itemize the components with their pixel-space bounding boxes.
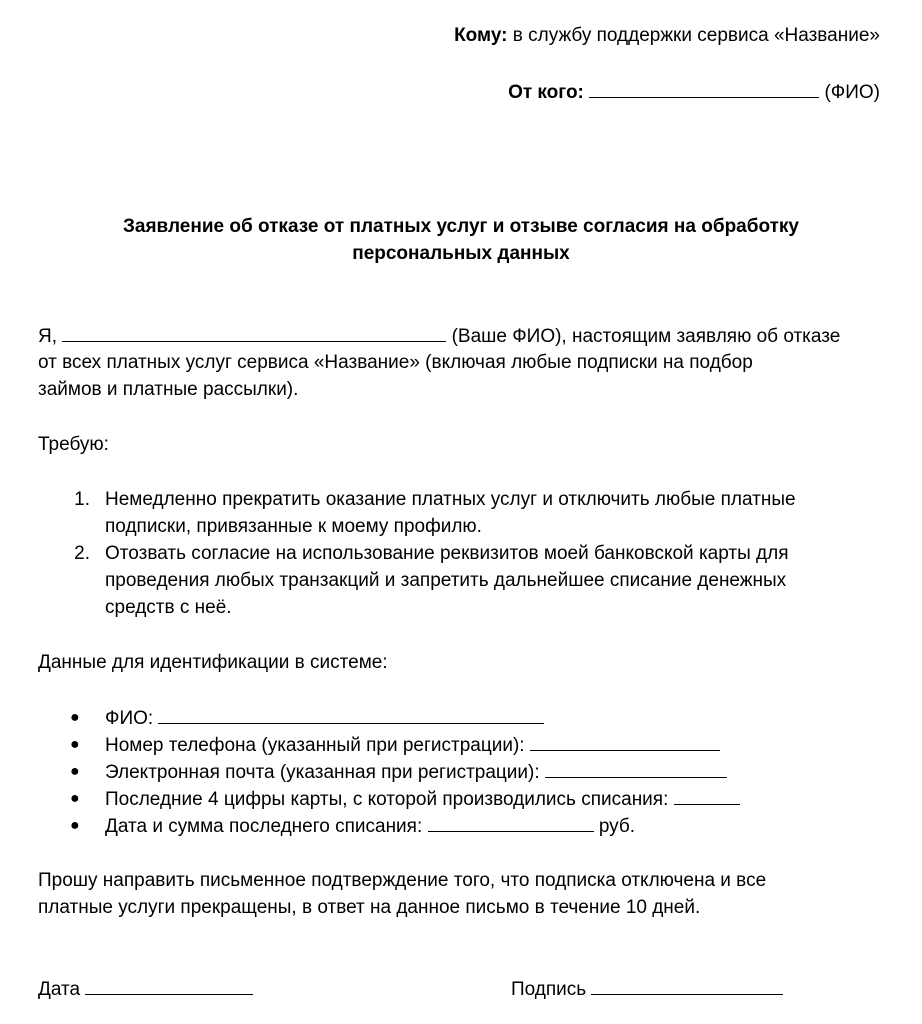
identification-heading: Данные для идентификации в системе:	[38, 652, 388, 673]
recipient-label: Кому:	[454, 25, 508, 46]
sender-label: От кого:	[508, 82, 584, 103]
bullet-icon: ●	[70, 790, 80, 807]
document-title-line-2: персональных данных	[352, 243, 570, 264]
intro-line-1-suffix: (Ваше ФИО), настоящим заявляю об отказе	[451, 326, 841, 347]
closing-line-1: Прошу направить письменное подтверждение того, что подписка отключена и все	[38, 870, 767, 891]
demand-2-line-1: Отозвать согласие на использование реквизитов моей банковской карты для	[105, 543, 789, 564]
currency-suffix: руб.	[598, 816, 636, 837]
date-blank[interactable]	[85, 975, 253, 995]
signature-blank[interactable]	[591, 975, 783, 995]
sender-suffix: (ФИО)	[824, 82, 880, 103]
applicant-name-blank[interactable]	[62, 322, 446, 342]
intro-line-2: от всех платных услуг сервиса «Название» (включая любые подписки на подбор	[38, 352, 753, 373]
intro-line-1	[38, 322, 840, 350]
id-item-label: Последние 4 цифры карты, с которой производились списания:	[105, 789, 669, 810]
phone-blank[interactable]	[530, 731, 720, 751]
id-item-label: Номер телефона (указанный при регистрации):	[105, 735, 525, 756]
document-title-line-1: Заявление об отказе от платных услуг и отзыве согласия на обработку	[123, 216, 799, 237]
id-item-label: Электронная почта (указанная при регистрации):	[105, 762, 540, 783]
email-blank[interactable]	[545, 758, 727, 778]
last-charge-blank[interactable]	[428, 812, 594, 832]
bullet-icon: ●	[70, 817, 80, 834]
date-field	[38, 975, 253, 1003]
sender-name-blank[interactable]	[589, 78, 819, 98]
demand-2-line-2: проведения любых транзакций и запретить дальнейшее списание денежных	[105, 570, 787, 591]
id-item-label: Дата и сумма последнего списания:	[105, 816, 423, 837]
card-digits-blank[interactable]	[674, 785, 740, 805]
intro-prefix: Я,	[38, 326, 57, 347]
intro-line-3: займов и платные рассылки).	[38, 379, 299, 400]
id-item-email	[105, 758, 727, 786]
id-item-card-digits	[105, 785, 740, 813]
bullet-icon: ●	[70, 763, 80, 780]
recipient-value: в службу поддержки сервиса «Название»	[512, 25, 880, 46]
id-item-full-name	[105, 704, 544, 732]
date-label: Дата	[38, 979, 81, 1000]
id-item-label: ФИО:	[105, 708, 154, 729]
recipient-line	[454, 22, 880, 49]
demand-2-number: 2.	[74, 543, 90, 564]
signature-label: Подпись	[511, 979, 587, 1000]
bullet-icon: ●	[70, 736, 80, 753]
sender-line	[508, 78, 880, 106]
demand-1-number: 1.	[74, 489, 90, 510]
id-item-phone	[105, 731, 720, 759]
full-name-blank[interactable]	[158, 704, 544, 724]
demand-1-line-1: Немедленно прекратить оказание платных услуг и отключить любые платные	[105, 489, 796, 510]
demands-heading: Требую:	[38, 434, 109, 455]
closing-line-2: платные услуги прекращены, в ответ на данное письмо в течение 10 дней.	[38, 897, 701, 918]
signature-field	[511, 975, 783, 1003]
demand-1-line-2: подписки, привязанные к моему профилю.	[105, 516, 482, 537]
bullet-icon: ●	[70, 709, 80, 726]
demand-2-line-3: средств с неё.	[105, 597, 232, 618]
id-item-last-charge	[105, 812, 635, 840]
